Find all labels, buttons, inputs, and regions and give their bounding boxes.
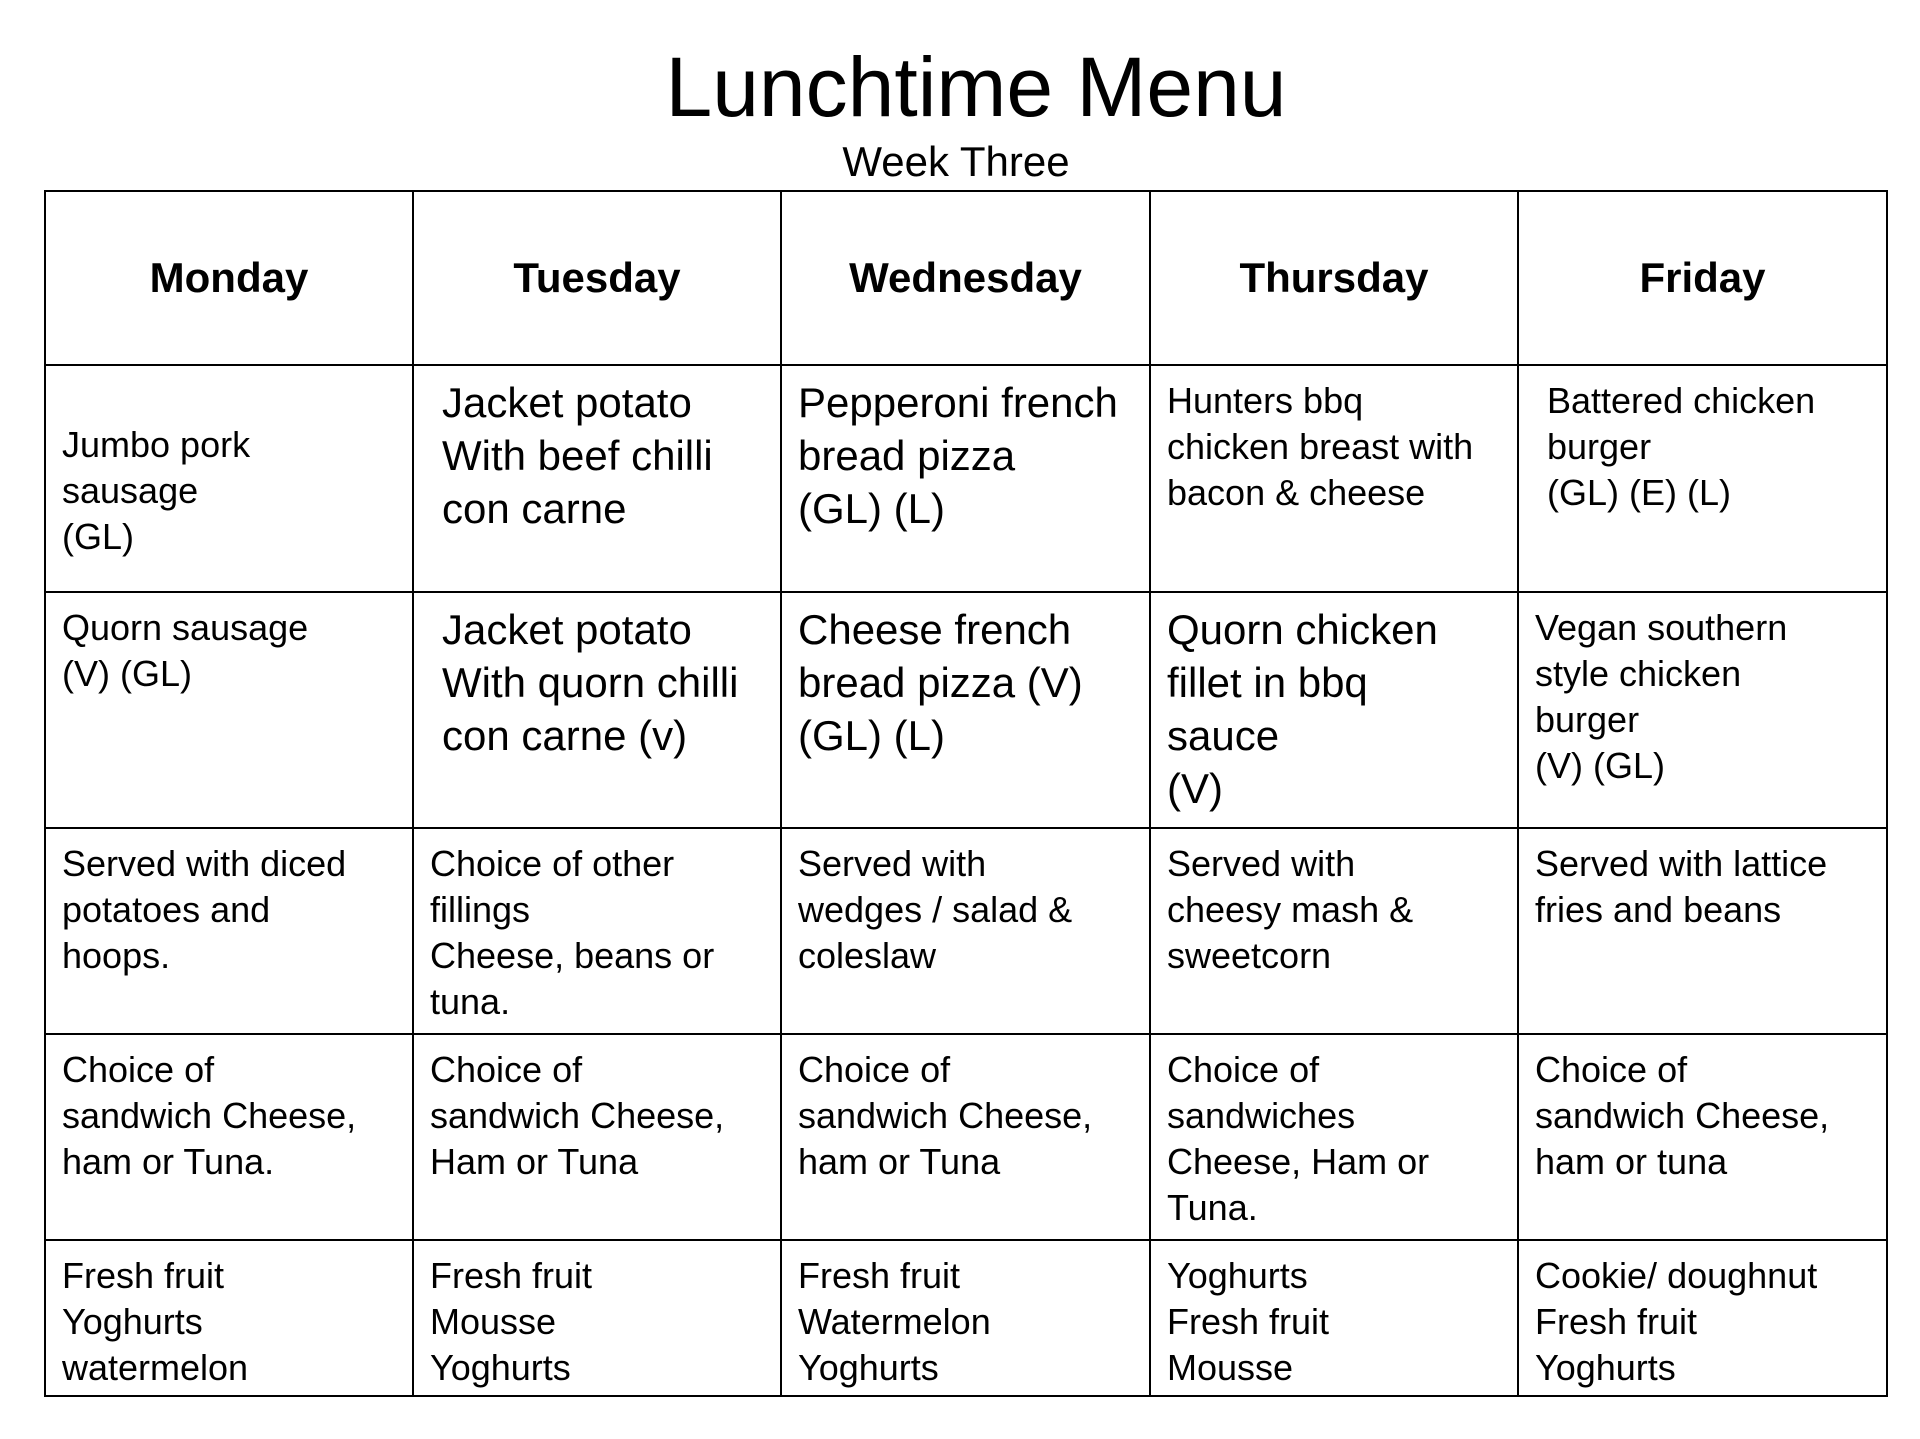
menu-row-desserts — [45, 1240, 1887, 1396]
menu-cell — [45, 592, 413, 828]
menu-cell — [1518, 828, 1887, 1034]
menu-cell — [1150, 592, 1518, 828]
menu-cell — [1150, 828, 1518, 1034]
menu-cell-text: Cookie/ doughnut Fresh fruit Yoghurts — [1535, 1255, 1818, 1388]
day-header-monday: Monday — [45, 191, 413, 365]
menu-row-vegetarian — [45, 592, 1887, 828]
menu-cell-text: Yoghurts Fresh fruit Mousse — [1167, 1255, 1330, 1388]
day-header-friday: Friday — [1518, 191, 1887, 365]
menu-cell — [1150, 1034, 1518, 1240]
menu-cell — [781, 365, 1150, 592]
menu-cell-text: Served with lattice fries and beans — [1535, 843, 1828, 930]
menu-cell — [45, 1034, 413, 1240]
menu-cell — [45, 1240, 413, 1396]
menu-cell-text: Choice of other fillings Cheese, beans or tuna. — [430, 843, 715, 1022]
menu-cell-text: Cheese french bread pizza (V) (GL) (L) — [798, 606, 1083, 759]
menu-row-main — [45, 365, 1887, 592]
day-header-tuesday: Tuesday — [413, 191, 781, 365]
menu-cell-text: Jacket potato With quorn chilli con carne (v) — [442, 606, 739, 759]
menu-cell — [1518, 1240, 1887, 1396]
menu-cell-text: Choice of sandwich Cheese, Ham or Tuna — [430, 1049, 725, 1182]
menu-cell — [413, 828, 781, 1034]
menu-cell — [781, 592, 1150, 828]
menu-cell — [413, 1240, 781, 1396]
menu-cell — [1518, 365, 1887, 592]
menu-cell — [413, 365, 781, 592]
menu-cell-text: Served with diced potatoes and hoops. — [62, 843, 347, 976]
menu-cell-text: Choice of sandwich Cheese, ham or Tuna — [798, 1049, 1093, 1182]
menu-cell — [1518, 592, 1887, 828]
menu-cell-text: Jacket potato With beef chilli con carne — [442, 379, 713, 532]
menu-cell-text: Choice of sandwich Cheese, ham or tuna — [1535, 1049, 1830, 1182]
menu-cell-text: Pepperoni french bread pizza (GL) (L) — [798, 379, 1118, 532]
menu-cell-text: Vegan southern style chicken burger (V) (GL) — [1535, 607, 1788, 786]
day-header-thursday: Thursday — [1150, 191, 1518, 365]
menu-cell — [413, 592, 781, 828]
menu-cell — [1518, 1034, 1887, 1240]
menu-cell-text: Choice of sandwich Cheese, ham or Tuna. — [62, 1049, 357, 1182]
menu-cell — [781, 1240, 1150, 1396]
page-title: Lunchtime Menu — [665, 40, 1287, 134]
page-subtitle: Week Three — [842, 138, 1070, 185]
menu-cell — [781, 828, 1150, 1034]
menu-cell — [413, 1034, 781, 1240]
menu-cell-text: Battered chicken burger (GL) (E) (L) — [1547, 380, 1816, 513]
menu-cell-text: Served with wedges / salad & coleslaw — [798, 843, 1073, 976]
menu-cell-text: Jumbo pork sausage (GL) — [62, 424, 251, 557]
menu-cell-text: Fresh fruit Yoghurts watermelon — [62, 1255, 249, 1388]
day-header-wednesday: Wednesday — [781, 191, 1150, 365]
menu-cell — [1150, 365, 1518, 592]
header-row — [45, 191, 1887, 365]
menu-cell-text: Served with cheesy mash & sweetcorn — [1167, 843, 1414, 976]
menu-cell-text: Quorn sausage (V) (GL) — [62, 607, 309, 694]
menu-cell-text: Quorn chicken fillet in bbq sauce (V) — [1167, 606, 1438, 812]
menu-cell-text: Choice of sandwiches Cheese, Ham or Tuna. — [1167, 1049, 1430, 1228]
menu-table — [44, 190, 1888, 1397]
menu-cell-text: Hunters bbq chicken breast with bacon & cheese — [1167, 380, 1474, 513]
menu-row-sandwiches — [45, 1034, 1887, 1240]
menu-cell — [45, 828, 413, 1034]
menu-row-sides — [45, 828, 1887, 1034]
menu-cell — [781, 1034, 1150, 1240]
menu-cell-text: Fresh fruit Watermelon Yoghurts — [798, 1255, 991, 1388]
menu-cell-text: Fresh fruit Mousse Yoghurts — [430, 1255, 593, 1388]
menu-cell — [45, 365, 413, 592]
menu-cell — [1150, 1240, 1518, 1396]
